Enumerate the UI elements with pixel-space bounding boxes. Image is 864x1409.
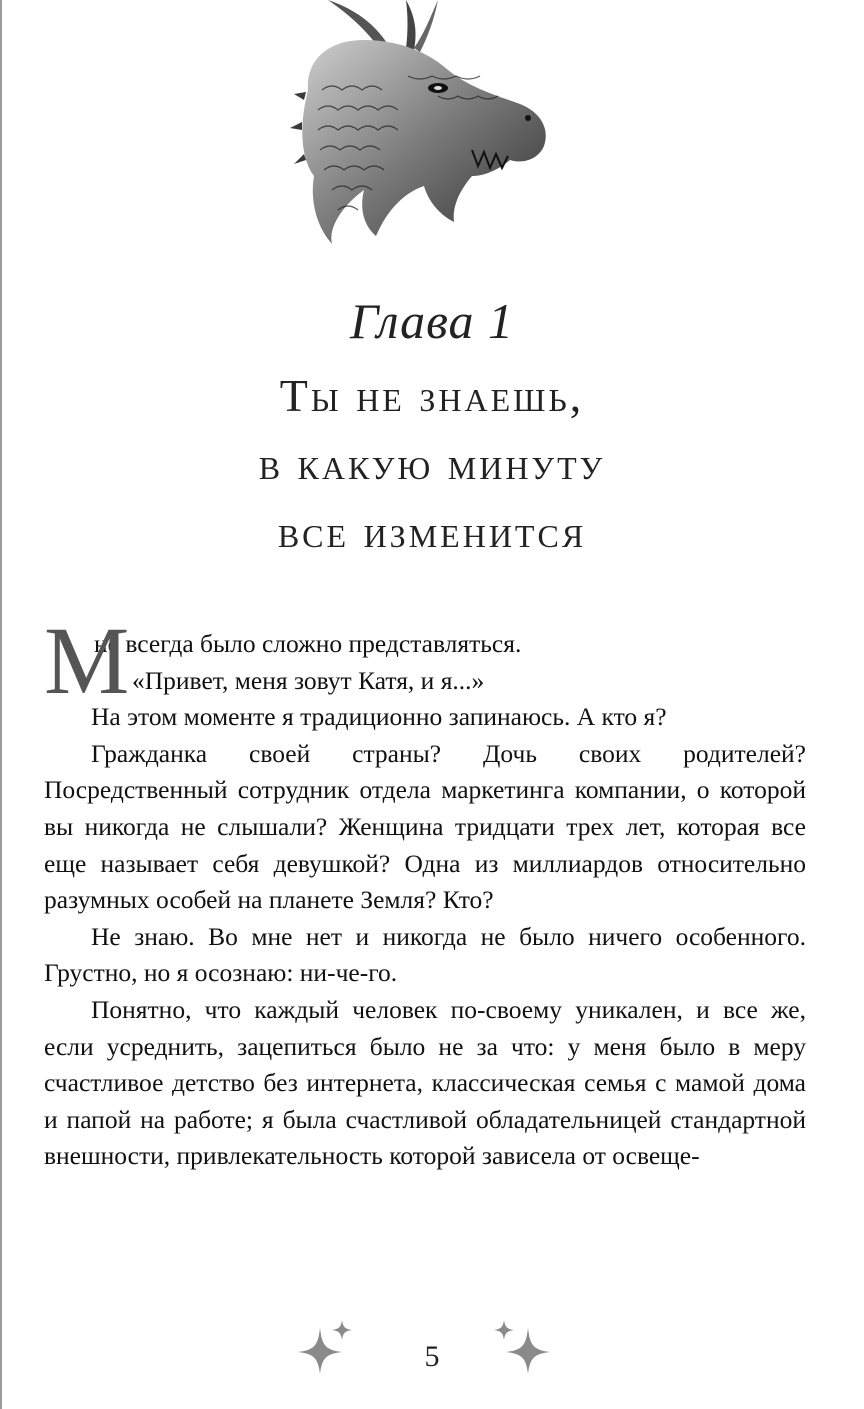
chapter-title xyxy=(2,362,862,566)
drop-cap: М xyxy=(44,607,130,714)
paragraph: Гражданка своей страны? Дочь своих родителей? Посредственный сотрудник отдела маркетинга компании, о которой вы никогда не слышали? Женщина тридцати трех лет, которая все еще называет себя девушкой? Одна из миллиардов относительно разумных особей на планете Земля? Кто? xyxy=(44,738,806,915)
chapter-title-line: в какую минуту xyxy=(258,438,606,489)
chapter-label: Глава 1 xyxy=(349,293,515,349)
paragraph: Не знаю. Во мне нет и никогда не было ничего особенного. Грустно, но я осознаю: ни-че-го. xyxy=(44,921,806,988)
body-text xyxy=(44,607,806,1175)
paragraph: Понятно, что каждый человек по-своему уникален, и все же, если усреднить, зацепиться было не за что: у меня было в меру счастливое детство без интернета, классическая семья с мамой дома и папой на работе; я была счастливой обладательницей стандартной внешности, привлекательность которой зависела от освеще- xyxy=(44,994,806,1171)
chapter-title-line: Ты не знаешь, xyxy=(279,370,585,421)
paragraph: не всегда было сложно представляться. xyxy=(94,629,522,658)
paragraph: На этом моменте я традиционно запинаюсь. А кто я? xyxy=(91,702,667,732)
chapter-title-line: все изменится xyxy=(277,506,587,557)
dragon-head-illustration xyxy=(288,0,558,252)
page-number: 5 xyxy=(424,1340,440,1373)
paragraph: «Привет, меня зовут Катя, и я...» xyxy=(132,665,485,695)
